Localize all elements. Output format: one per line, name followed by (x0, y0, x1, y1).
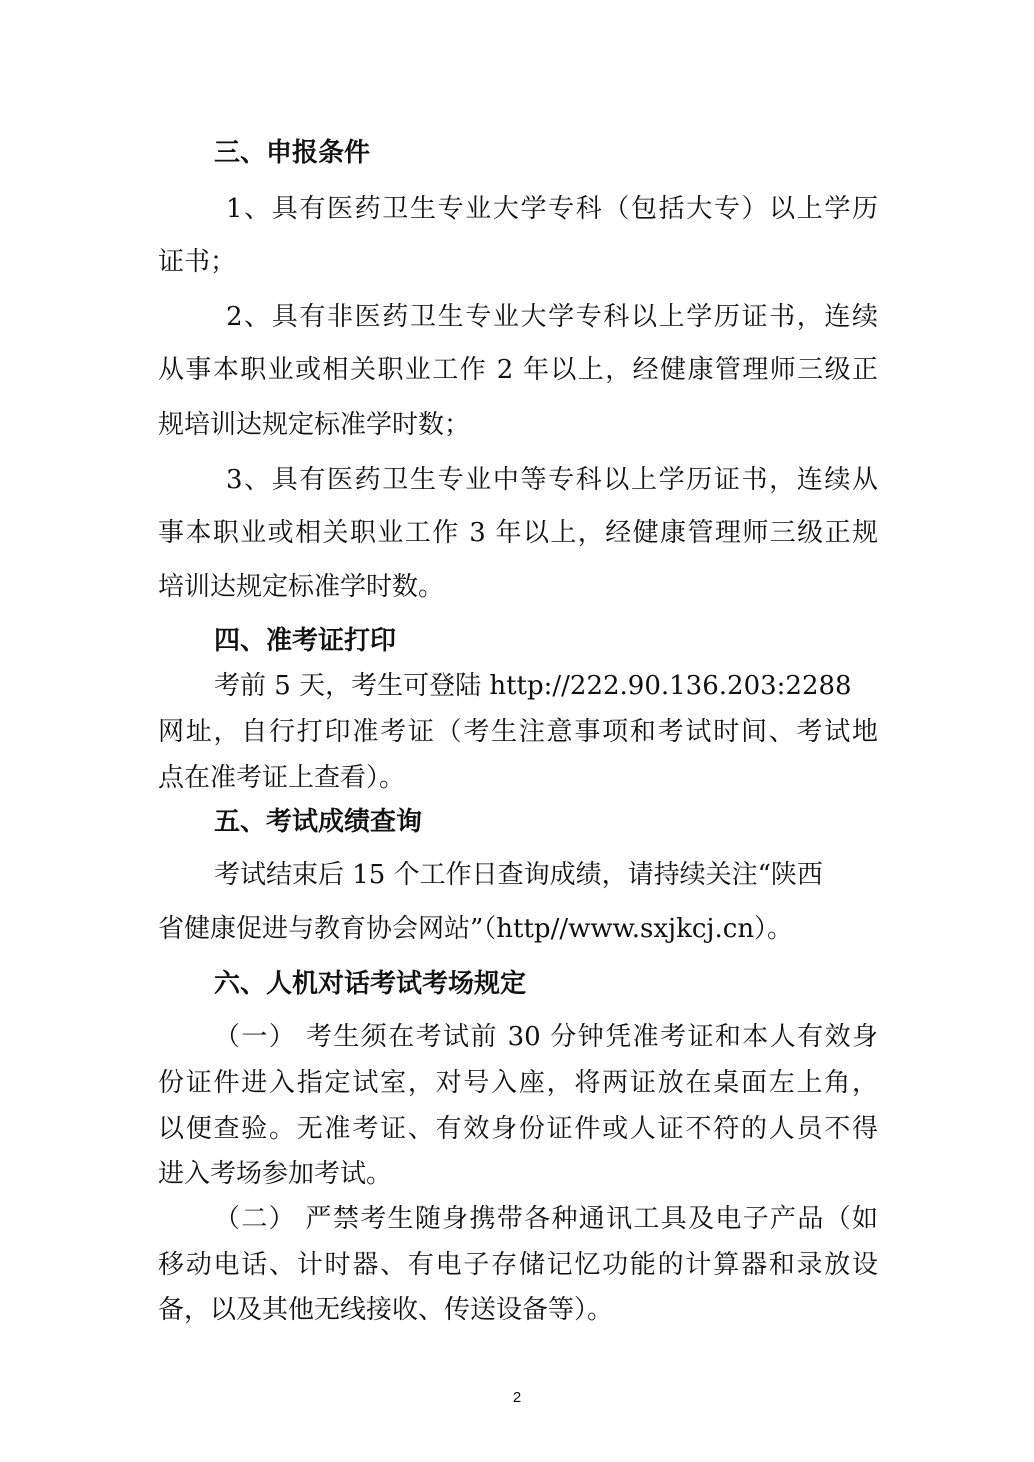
section-6-item-1-line-3: 以便查验。无准考证、有效身份证件或人证不符的人员不得 (158, 1114, 878, 1144)
section-3-heading: 三、申报条件 (214, 138, 371, 168)
section-5-heading: 五、考试成绩查询 (214, 807, 423, 837)
section-3-item-3-line-3: 培训达规定标准学时数。 (158, 572, 445, 602)
section-6-item-1-line-2: 份证件进入指定试室，对号入座，将两证放在桌面左上角， (158, 1068, 878, 1098)
section-4-line-2: 网址，自行打印准考证（考生注意事项和考试时间、考试地 (158, 717, 878, 747)
section-6-item-1-line-4: 进入考场参加考试。 (158, 1159, 393, 1189)
section-5-line-2: 省健康促进与教育协会网站”（http//www.sxjkcj.cn）。 (158, 914, 794, 944)
section-3-item-3-line-1: 3、具有医药卫生专业中等专科以上学历证书，连续从 (226, 465, 878, 495)
section-6-item-2-line-2: 移动电话、计时器、有电子存储记忆功能的计算器和录放设 (158, 1250, 878, 1280)
section-3-item-2-line-2: 从事本职业或相关职业工作 2 年以上，经健康管理师三级正 (158, 355, 878, 385)
section-6-item-1-line-1: （一） 考生须在考试前 30 分钟凭准考证和本人有效身 (214, 1022, 878, 1052)
section-6-item-2-line-3: 备，以及其他无线接收、传送设备等）。 (158, 1295, 614, 1325)
section-3-item-1-line-2: 证书； (158, 247, 237, 277)
section-4-line-1: 考前 5 天，考生可登陆 http://222.90.136.203:2288 (214, 671, 852, 701)
section-6-item-2-line-1: （二） 严禁考生随身携带各种通讯工具及电子产品（如 (214, 1204, 878, 1234)
section-3-item-2-line-1: 2、具有非医药卫生专业大学专科以上学历证书，连续 (226, 302, 878, 332)
section-3-item-2-line-3: 规培训达规定标准学时数； (158, 410, 471, 440)
page-number: 2 (512, 1389, 522, 1406)
section-4-line-3: 点在准考证上查看）。 (158, 763, 406, 793)
section-3-item-3-line-2: 事本职业或相关职业工作 3 年以上，经健康管理师三级正规 (158, 518, 878, 548)
section-3-item-1-line-1: 1、具有医药卫生专业大学专科（包括大专）以上学历 (226, 194, 878, 224)
section-6-heading: 六、人机对话考试考场规定 (214, 969, 527, 999)
section-5-line-1: 考试结束后 15 个工作日查询成绩，请持续关注“陕西 (214, 860, 823, 890)
section-4-heading: 四、准考证打印 (214, 626, 397, 656)
